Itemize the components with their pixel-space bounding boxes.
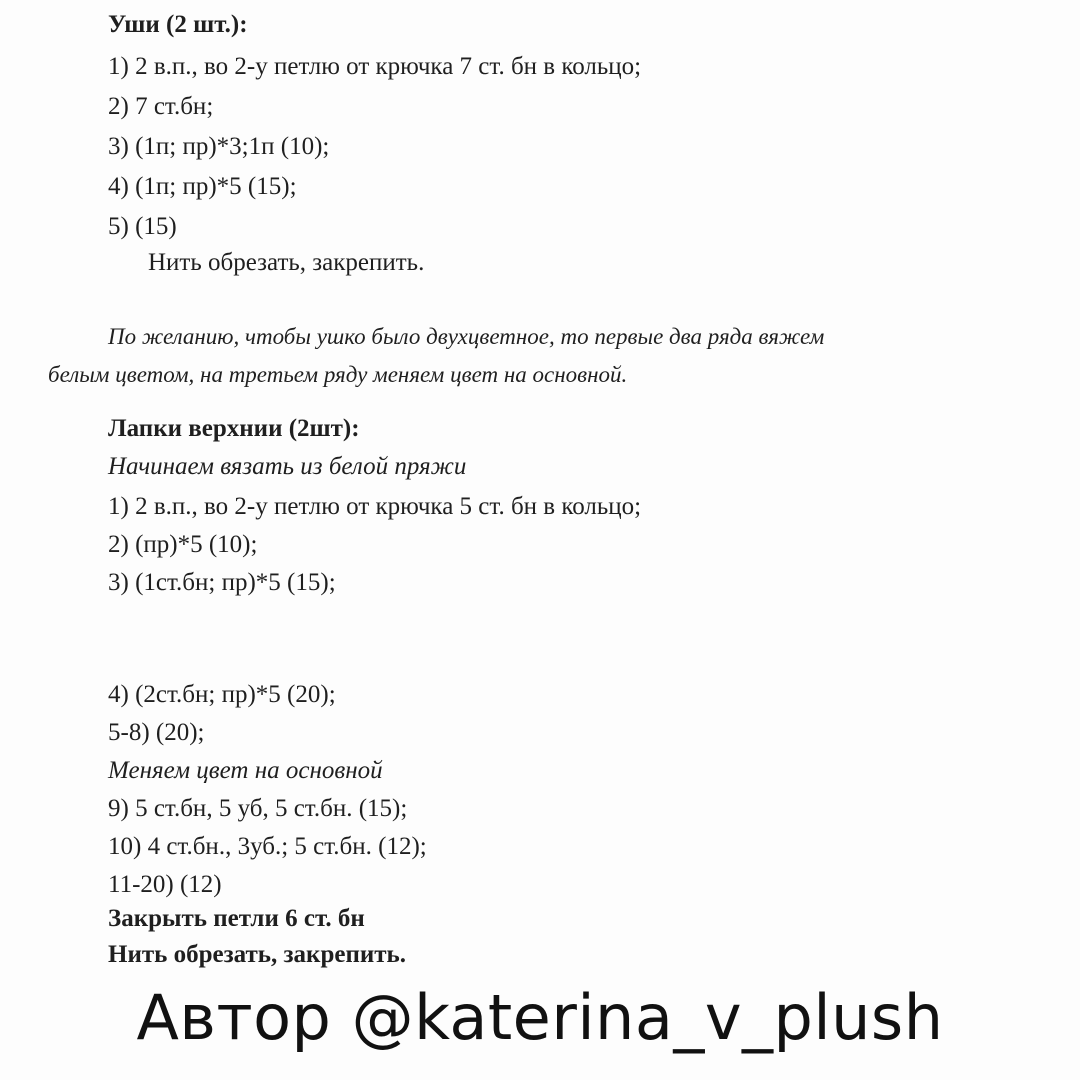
paws-row-5-8: 5-8) (20); (108, 719, 205, 746)
ears-row-4: 4) (1п; пр)*5 (15); (108, 173, 297, 200)
note-line-2: белым цветом, на третьем ряду меняем цвет на основной. (48, 362, 628, 387)
ears-row-2: 2) 7 ст.бн; (108, 93, 214, 120)
paws-row-1: 1) 2 в.п., во 2-у петлю от крючка 5 ст. бн в кольцо; (108, 493, 642, 520)
paws-row-4: 4) (2ст.бн; пр)*5 (20); (108, 681, 336, 708)
paws-color-note: Меняем цвет на основной (108, 757, 383, 784)
paws-heading: Лапки верхнии (2шт): (108, 415, 360, 442)
ears-row-1: 1) 2 в.п., во 2-у петлю от крючка 7 ст. бн в кольцо; (108, 53, 642, 80)
paws-row-2: 2) (пр)*5 (10); (108, 531, 258, 558)
paws-finish: Нить обрезать, закрепить. (108, 941, 407, 968)
paws-start-note: Начинаем вязать из белой пряжи (108, 453, 467, 480)
ears-row-3: 3) (1п; пр)*3;1п (10); (108, 133, 330, 160)
author-credit: Автор @katerina_v_plush (136, 981, 944, 1054)
paws-row-9: 9) 5 ст.бн, 5 уб, 5 ст.бн. (15); (108, 795, 408, 822)
paws-row-11-20: 11-20) (12) (108, 871, 222, 898)
paws-row-3: 3) (1ст.бн; пр)*5 (15); (108, 569, 336, 596)
paws-row-10: 10) 4 ст.бн., 3уб.; 5 ст.бн. (12); (108, 833, 427, 860)
note-line-1: По желанию, чтобы ушко было двухцветное, то первые два ряда вяжем (108, 324, 825, 349)
paws-close: Закрыть петли 6 ст. бн (108, 905, 365, 932)
ears-row-5: 5) (15) (108, 213, 177, 240)
ears-finish: Нить обрезать, закрепить. (148, 249, 425, 276)
ears-heading: Уши (2 шт.): (108, 11, 248, 38)
